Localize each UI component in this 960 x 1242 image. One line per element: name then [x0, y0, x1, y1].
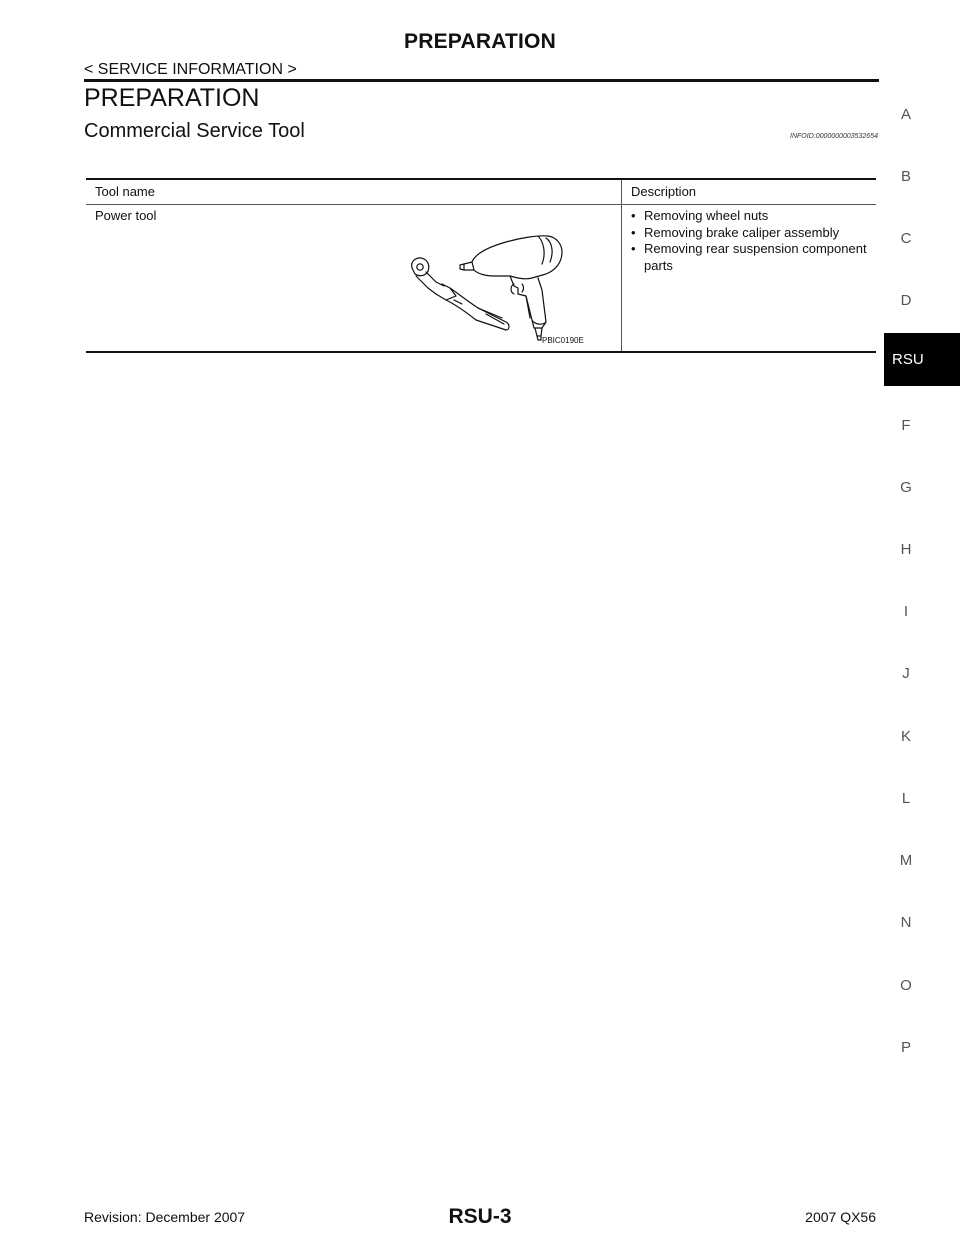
- breadcrumb: < SERVICE INFORMATION >: [84, 61, 297, 78]
- index-tab-c[interactable]: C: [900, 230, 912, 247]
- tool-name-cell: Power tool: [95, 208, 157, 223]
- table-rule-header: [86, 204, 876, 205]
- index-tab-o[interactable]: O: [900, 977, 912, 994]
- list-item: [631, 241, 871, 274]
- index-tab-f[interactable]: F: [901, 417, 911, 434]
- tool-table: [86, 178, 876, 353]
- tool-figure: [406, 230, 586, 348]
- index-tab-i[interactable]: I: [903, 603, 909, 620]
- index-tab-m[interactable]: M: [899, 852, 913, 869]
- power-tool-illustration-icon: [406, 230, 586, 348]
- column-header-tool-name: Tool name: [95, 184, 155, 199]
- header-rule: [84, 79, 879, 82]
- list-item: [631, 208, 871, 225]
- footer-page-number: RSU-3: [448, 1205, 512, 1228]
- bullet-icon: •: [631, 208, 636, 223]
- index-tab-a[interactable]: A: [900, 106, 911, 123]
- index-tab-l[interactable]: L: [901, 790, 911, 807]
- table-column-divider: [621, 180, 622, 351]
- index-tab-k[interactable]: K: [900, 728, 911, 745]
- bullet-icon: •: [631, 224, 636, 240]
- list-item: [631, 225, 871, 242]
- subsection-title: Commercial Service Tool: [84, 120, 305, 142]
- description-text: Removing wheel nuts: [644, 208, 769, 223]
- info-id: INFOID:0000000003532654: [790, 133, 878, 140]
- table-rule-bottom: [86, 351, 876, 353]
- index-tab-d[interactable]: D: [900, 292, 912, 309]
- table-rule-top: [86, 178, 876, 180]
- footer-revision: Revision: December 2007: [84, 1209, 246, 1225]
- figure-label: PBIC0190E: [542, 336, 584, 345]
- index-tab-b[interactable]: B: [900, 168, 911, 185]
- description-list: [631, 208, 871, 274]
- description-text: Removing rear suspension component parts: [644, 241, 867, 273]
- bullet-icon: •: [631, 241, 636, 256]
- description-text: Removing brake caliper assembly: [644, 224, 840, 240]
- footer-model: 2007 QX56: [805, 1209, 876, 1225]
- section-index-tabs: [884, 0, 960, 1242]
- index-tab-j[interactable]: J: [902, 665, 910, 682]
- index-tab-g[interactable]: G: [900, 479, 912, 496]
- index-tab-p[interactable]: P: [900, 1039, 911, 1056]
- index-tab-n[interactable]: N: [900, 914, 912, 931]
- column-header-description: Description: [631, 184, 697, 199]
- section-title: PREPARATION: [84, 84, 260, 112]
- index-tab-rsu-active[interactable]: RSU: [884, 333, 960, 386]
- page-header-title: PREPARATION: [404, 30, 556, 53]
- index-tab-h[interactable]: H: [900, 541, 912, 558]
